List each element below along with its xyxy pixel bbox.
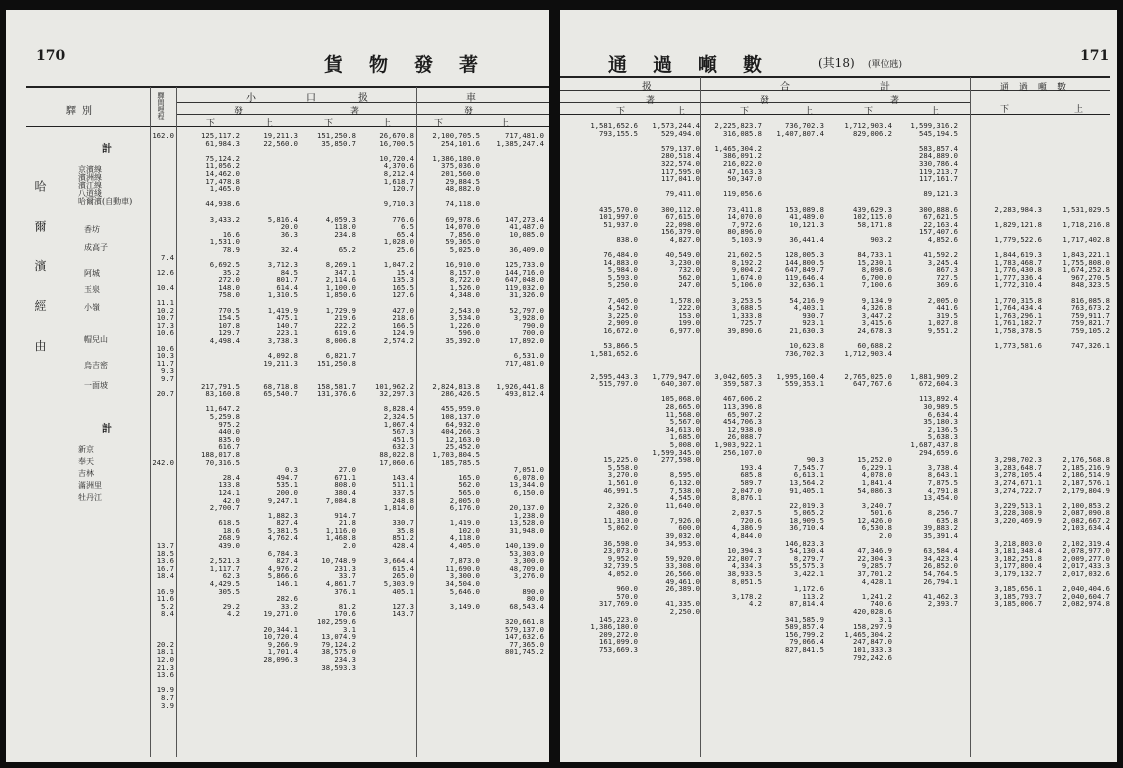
mileage-header: 驛間哩程 [157, 92, 165, 120]
ue-r2: 上 [804, 107, 814, 117]
header-bottom-rule-right [560, 114, 1110, 115]
go-header: 合 [780, 82, 796, 93]
ue-r3: 上 [930, 107, 940, 117]
col-r-7: 2,283,984.3 1,829,121.8 1,779,522.6 1,844,619.3 1,783,468.7 1,776,430.8 1,777,336.4 1,772,310.4 1,770,315.8 1,764,434.4 1,763,296.1 1,761,182.7 1,758,378.5 1,773,581.6 3,298,702.3 3,283,648.7 3,278,105.4 3,274,671.1 3,274,722.7 3,229,513.1 3,228,308.9 3,220,469.9 3,218,803.0 3,181,348.4 3,182,251.8 3,177,800.4 3,179,132.7 3,185,656.1 3,185,793.7 3,185,006.7 [994, 204, 1042, 609]
shita-r2: 下 [740, 107, 750, 117]
right-page [560, 10, 1117, 762]
left-page [6, 10, 549, 762]
col-car-out-down: 2,100,705.5 254,101.6 1,386,180.0 375,036.0 201,560.0 29,884.5 48,882.0 74,118.0 69,978.6 14,070.0 7,856.0 59,365.0 5,025.0 16,910.0 8,157.0 8,722.0 1,526.0 4,348.0 2,543.0 3,534.0 1,226.0 596.0 35,392.0 2,824,813.8 286,426.5 455,959.0 108,137.0 64,932.0 404,266.3 12,163.0 25,452.0 1,703,804.5 185,785.5 165.0 562.0 565.0 2,005.0 6,176.0 1,419.0 102.0 4,118.0 4,405.0 7,873.0 11,690.0 3,300.0 34,504.0 5,646.0 3,149.0 [432, 131, 480, 611]
stub-row-6: 香坊 [84, 225, 100, 234]
stub-row-12: 烏吉密 [84, 361, 108, 370]
stub-row-13: 一面坡 [84, 381, 108, 390]
col-r-8: 1,531,029.5 1,718,216.8 1,717,402.8 1,843,221.1 1,755,808.0 1,674,252.8 967,270.5 848,323.5 816,085.8 763,673.2 759,911.7 759,821.7 759,105.2 747,326.1 2,176,568.8 2,185,216.9 2,186,514.9 2,187,576.1 2,179,804.9 2,100,853.2 2,087,090.8 2,082,667.2 2,103,634.4 2,102,319.4 2,078,977.0 2,009,277.0 2,017,433.3 2,017,032.6 2,040,404.6 2,040,604.7 2,082,974.8 [1062, 204, 1110, 609]
shita-r3: 下 [864, 107, 874, 117]
shita-r4: 下 [1000, 105, 1010, 115]
stub-header: 驛別 [66, 106, 98, 117]
mileage-divider [176, 87, 177, 757]
stub-row-16: 吉林 [78, 469, 94, 478]
chaku-header-r2: 著 [890, 96, 900, 106]
stub-row-4: 八道綫 [78, 189, 102, 198]
stub-group-label: 哈 爾 濱 經 由 [33, 180, 47, 364]
shita-r1: 下 [616, 107, 626, 117]
header-rule-2 [176, 114, 549, 115]
tsuka-header: 通過噸數 [1000, 83, 1077, 93]
col-small-in-up: 26,670.8 16,700.5 10,720.4 4,370.6 8,212.4 1,618.7 120.7 9,710.3 776.6 6.5 65.4 1,028.0 25.6 1,047.2 15.4 135.3 165.5 127.6 427.0 218.6 166.5 124.9 2,574.2 101,962.2 32,297.3 8,828.4 2,324.5 1,067.4 567.3 451.5 632.3 88,022.8 17,060.6 143.4 511.1 337.5 248.8 1,814.0 330.7 35.8 851.2 428.4 3,664.4 615.4 265.0 5,303.9 405.1 127.3 143.7 [375, 131, 414, 619]
chaku-header-r: 著 [646, 96, 656, 106]
col-r-1: 1,581,652.6 793,155.5 435,570.0 101,997.0 51,937.0 838.0 76,484.0 14,883.0 5,984.0 5,593.0 5,250.0 7,405.0 4,542.0 3,225.0 2,909.0 16,672.0 53,866.5 1,581,652.6 2,595,443.3 515,797.0 15,225.0 5,558.0 3,270.0 1,561.0 46,991.5 2,326.0 480.0 11,310.0 5,062.0 36,598.0 23,073.0 9,952.0 32,739.5 4,052.0 960.0 570.0 317,769.0 145,223.0 1,386,180.0 209,272.0 161,099.0 753,669.3 [590, 121, 638, 654]
stub-row-1: 京濱線 [78, 165, 102, 174]
col-r-6: 1,599,316.2 545,194.5 583,857.4 284,889.0 330,786.4 119,213.7 117,161.7 89,121.3 300,888.6 67,621.5 22,163.4 157,407.6 4,852.6 41,592.2 3,245.4 867.3 727.5 369.6 2,005.0 441.6 319.5 1,027.8 9,551.2 1,881,909.2 672,604.3 113,892.4 30,989.5 6,634.4 35,180.3 2,136.5 5,638.3 1,687,437.8 294,659.6 3,738.4 8,643.1 7,875.5 4,791.8 13,454.0 8,256.7 635.8 39,883.2 35,391.4 63,584.4 34,423.4 26,852.0 54,764.5 26,794.1 41,462.3 2,393.7 [910, 121, 958, 609]
page-number-right: 171 [1080, 48, 1110, 64]
hatsu-header-1: 發 [234, 107, 244, 117]
small-header: 小 [246, 93, 262, 104]
car-header: 車 [466, 93, 482, 104]
total-label-2: 計 [102, 424, 112, 435]
hatsu-header-r: 發 [760, 96, 770, 106]
stub-row-9: 玉泉 [84, 285, 100, 294]
header-bottom-rule [26, 126, 549, 127]
col-r-3: 2,225,823.7 316,085.8 1,465,304.2 386,091.2 216,022.0 47,163.3 50,347.0 119,056.6 73,411.8 14,070.0 7,972.6 80,896.0 5,103.9 21,602.5 8,192.2 9,004.2 1,674.0 5,106.0 3,253.5 3,688.5 1,333.8 725.7 39,890.6 3,042,605.3 359,587.3 467,606.2 113,396.8 65,907.2 454,706.3 12,938.0 26,088.7 1,903,922.1 256,107.0 193.4 685.8 589.7 2,047.0 8,876.1 2,037.5 720.6 4,386.9 4,844.0 10,394.3 22,807.7 4,334.3 38,933.5 8,051.5 3,178.2 4.2 [714, 121, 762, 609]
page-heading-left: 貨物發著 [324, 54, 505, 76]
hatsu-header-2: 發 [464, 107, 474, 117]
heading-sub: (其18) [818, 56, 855, 70]
stub-row-14: 新京 [78, 445, 94, 454]
book-gutter [549, 0, 560, 768]
shita-header-2: 下 [324, 119, 334, 129]
shita-header-3: 下 [434, 119, 444, 129]
divider-r1 [700, 77, 701, 757]
col-r-4: 736,702.3 1,407,807.4 153,089.8 41,489.0 10,121.3 36,441.4 128,005.3 144,800.5 647,849.7 119,646.4 32,636.1 54,216.9 4,403.1 930.7 923.1 21,630.3 10,623.8 736,702.3 1,995,160.4 559,353.1 90.3 7,545.7 6,613.1 13,564.2 91,405.1 22,019.3 5,065.2 18,909.5 36,710.4 146,823.3 54,130.4 8,279.7 55,575.3 3,422.1 1,172.6 113.2 87,814.4 341,585.9 589,857.4 156,799.2 79,066.4 827,841.5 [776, 121, 824, 654]
stub-row-18: 牡丹江 [78, 493, 102, 502]
stub-row-3: 濱江線 [78, 181, 102, 190]
chaku-header-1: 著 [350, 107, 360, 117]
col-small-out-down: 125,117.2 61,984.3 75,124.2 11,056.2 14,462.0 17,478.8 1,465.0 44,938.6 3,433.2 16.6 1,531.0 78.9 6,692.5 35.2 272.0 148.0 758.0 770.5 154.5 107.8 129.7 4,498.4 217,791.5 83,160.8 11,647.2 5,259.8 975.2 440.0 835.0 616.7 188,017.8 70,316.5 28.4 133.8 124.1 42.0 2,700.7 618.5 18.6 268.9 439.0 2,521.3 1,117.7 62.3 4,429.5 305.5 29.2 4.2 [201, 131, 240, 619]
col-car-out-up: 717,481.0 1,385,247.4 147,273.4 41,487.0 10,085.0 36,409.0 125,733.0 144,716.0 647,048.0 119,032.0 31,326.0 52,797.0 3,928.0 790.0 700.0 17,892.0 6,531.0 717,481.0 1,926,441.8 493,812.4 7,051.0 6,078.0 13,344.0 6,150.0 20,137.0 1,238.0 13,528.0 31,948.0 140,139.0 53,303.0 3,300.0 48,709.0 3,276.0 890.0 80.0 68,543.4 320,661.8 579,137.0 147,632.6 77,365.0 801,745.2 [496, 131, 544, 657]
ka-header: 扱 [642, 82, 658, 93]
col-r-2: 1,573,244.4 529,494.0 579,137.0 280,518.4 322,574.0 117,595.0 117,041.0 79,411.0 300,112.0 67,615.0 22,098.0 156,379.0 4,827.0 40,549.0 3,230.0 732.0 562.0 247.0 1,578.0 222.0 153.0 199.0 6,977.0 1,779,947.0 640,307.0 105,068.0 28,665.0 11,568.0 5,567.0 34,613.0 1,685.0 5,008.0 1,599,345.0 277,598.0 8,595.0 6,132.0 7,538.0 4,545.0 11,640.0 7,926.0 600.0 39,032.0 34,953.0 59,920.0 33,308.0 26,566.0 49,461.0 26,389.0 41,335.0 2,250.0 [652, 121, 700, 616]
page-number-left: 170 [36, 48, 66, 64]
stub-row-11: 帽兒山 [84, 335, 108, 344]
shita-header-1: 下 [206, 119, 216, 129]
stub-row-2: 濱洲線 [78, 173, 102, 182]
small-header-3: 扱 [358, 93, 374, 104]
divider-r2 [970, 77, 971, 757]
col-small-in-down: 151,250.8 35,850.7 4,059.3 118.0 234.8 65.2 8,269.1 347.1 2,114.6 1,100.0 1,850.6 1,729.9 219.6 222.2 619.6 8,006.8 6,821.7 151,250.8 158,581.7 131,376.6 27.0 671.1 808.0 380.4 7,084.8 914.7 21.8 1,116.0 1,468.8 2.0 10,748.9 231.3 33.7 4,861.7 376.1 81.2 170.6 102,259.6 3.1 13,074.9 79,124.2 38,575.0 234.3 38,593.3 [317, 131, 356, 672]
ue-header-1: 上 [264, 119, 274, 129]
total-label-1: 計 [102, 144, 112, 155]
stub-row-17: 滿洲里 [78, 481, 102, 490]
ue-header-2: 上 [382, 119, 392, 129]
unit-label: (單位瓲) [868, 60, 903, 70]
stub-row-5: 哈爾濱(自動車) [78, 197, 133, 206]
ue-r1: 上 [676, 107, 686, 117]
page-heading-right: 通過噸數 [608, 54, 789, 76]
stub-row-15: 奉天 [78, 457, 94, 466]
col-small-out-up: 19,211.3 22,560.0 5,816.4 20.0 36.3 32.4 3,712.3 84.5 801.7 614.4 1,310.5 1,419.9 475.1 140.7 223.1 3,738.3 4,092.8 19,211.3 68,718.8 65,540.7 0.3 494.7 535.1 200.0 9,247.1 1,882.3 827.4 5,381.5 4,762.4 6,784.3 827.4 4,976.2 5,866.6 146.1 282.6 33.2 19,271.0 20,344.1 10,720.4 9,266.9 1,701.4 28,096.3 [263, 131, 298, 664]
col-r-5: 1,712,903.4 829,006.2 439,629.3 102,115.0 58,171.8 903.2 84,733.1 15,230.1 8,098.6 6,700.0 7,100.6 9,134.9 4,326.8 3,447.2 3,415.6 24,678.3 60,688.2 1,712,903.4 2,765,025.0 647,767.6 15,252.0 6,229.1 4,078.0 1,841.4 54,086.3 3,240.7 501.6 12,426.0 6,530.8 2.0 47,346.9 22,304.3 9,285.7 37,701.2 4,428.1 1,241.2 740.6 420,028.6 3.1 158,297.9 1,465,304.2 247,847.0 101,333.3 792,242.6 [844, 121, 892, 662]
stub-row-10: 小嶺 [84, 303, 100, 312]
stub-row-8: 阿城 [84, 269, 100, 278]
ue-header-3: 上 [500, 119, 510, 129]
table-top-rule [26, 86, 549, 88]
small-header-2: 口 [306, 93, 322, 104]
ue-r4: 上 [1074, 105, 1084, 115]
stub-row-7: 成高子 [84, 243, 108, 252]
kei-header: 計 [880, 82, 896, 93]
col-mileage: 162.0 7.4 12.6 10.4 11.1 10.2 10.7 17.3 10.6 10.6 10.3 11.7 9.3 9.7 20.7 242.0 13.7 18.5 13.6 16.7 18.4 16.9 11.6 5.2 8.4 20.2 18.1 12.0 21.3 13.6 19.9 8.7 3.9 [152, 131, 174, 710]
